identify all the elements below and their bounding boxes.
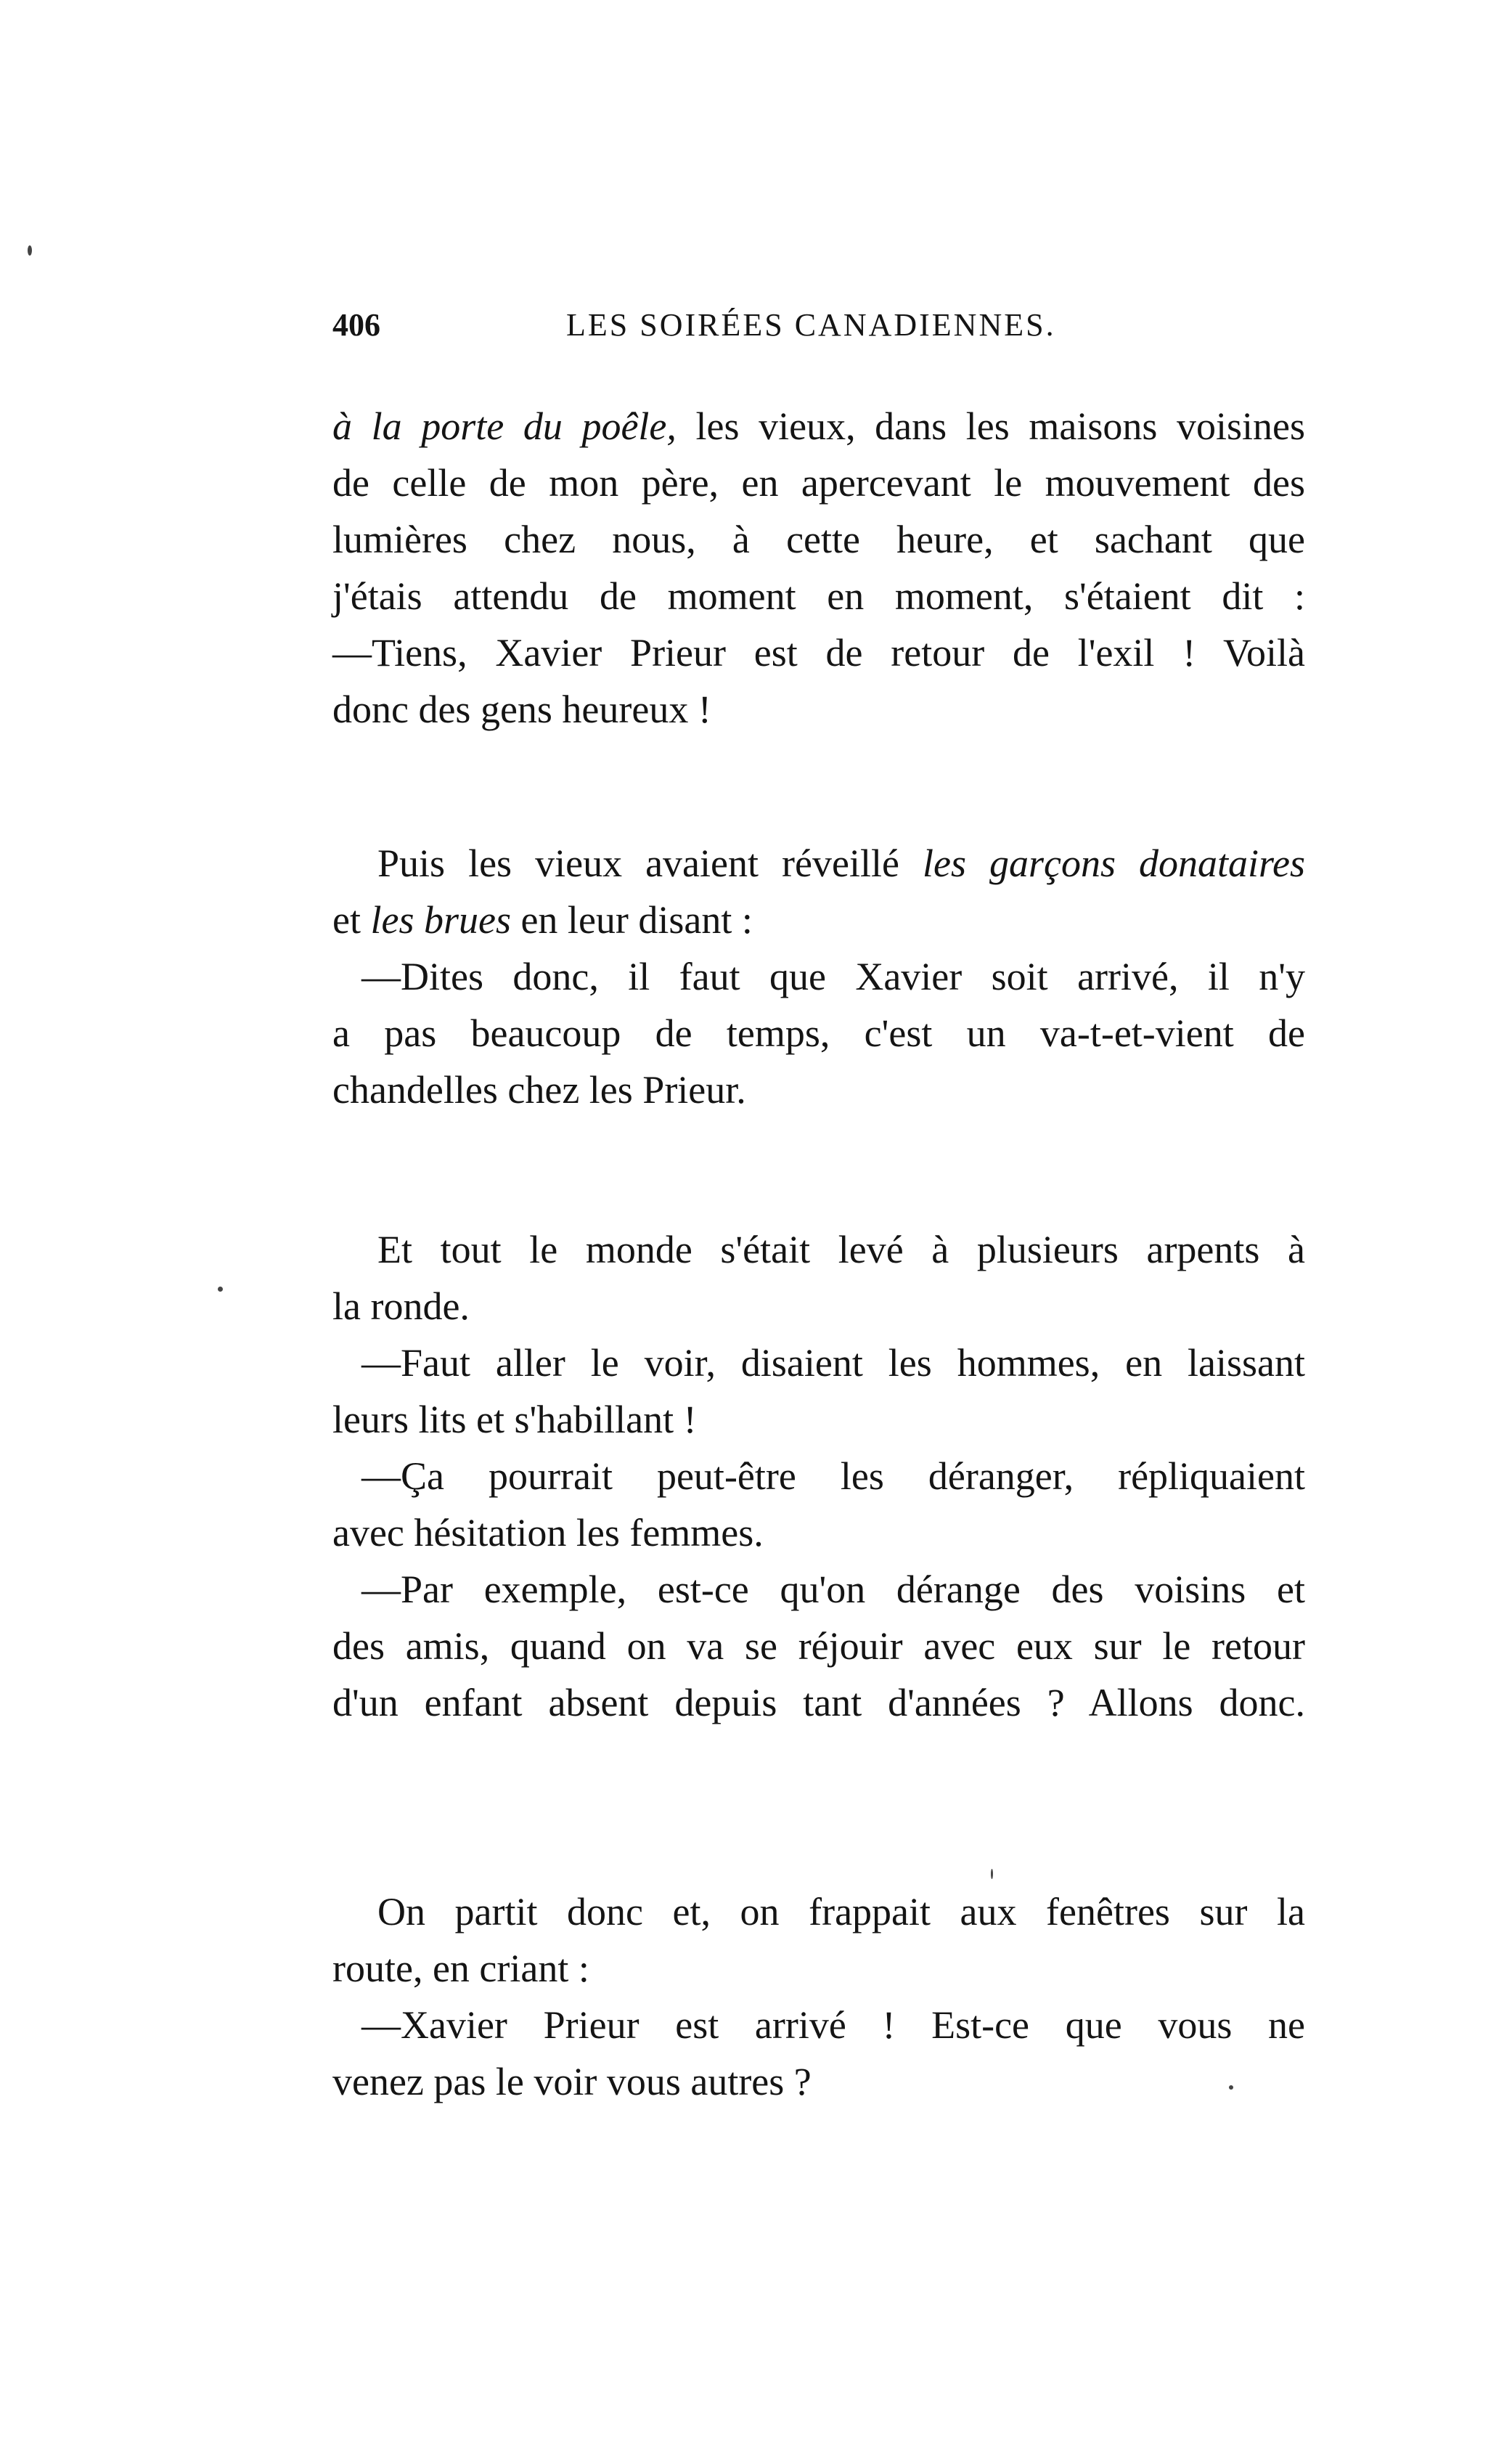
scan-speck: [991, 1869, 993, 1879]
text-line: des amis, quand on va se réjouir avec eux sur le retour: [332, 1624, 1305, 1668]
text-line: Puis les vieux avaient réveillé les garçons donataires: [377, 842, 1306, 885]
text-line: leurs lits et s'habillant !: [332, 1398, 697, 1441]
text-line: chandelles chez les Prieur.: [332, 1068, 746, 1112]
scan-speck: [28, 245, 32, 256]
text-line: a pas beaucoup de temps, c'est un va-t-et-vient de: [332, 1011, 1305, 1055]
text-line: —Dites donc, il faut que Xavier soit arrivé, il n'y: [361, 955, 1305, 998]
text-line: à la porte du poêle, les vieux, dans les maisons voisines: [332, 404, 1305, 448]
text-line: lumières chez nous, à cette heure, et sachant que: [332, 518, 1305, 561]
page-header: [332, 306, 1305, 350]
scan-speck: [1229, 2085, 1233, 2090]
text-line: On partit donc et, on frappait aux fenêtres sur la: [377, 1890, 1305, 1933]
scan-speck: [218, 1287, 223, 1292]
text-line: —Ça pourrait peut-être les déranger, répliquaient: [361, 1454, 1305, 1498]
text-line: —Par exemple, est-ce qu'on dérange des voisins et: [361, 1568, 1305, 1611]
page-number: 406: [332, 307, 380, 343]
text-line: de celle de mon père, en apercevant le mouvement des: [332, 461, 1305, 505]
running-title: LES SOIRÉES CANADIENNES.: [566, 307, 1056, 343]
text-line: route, en criant :: [332, 1947, 589, 1990]
text-line: Et tout le monde s'était levé à plusieurs arpents à: [377, 1228, 1305, 1271]
text-line: et les brues en leur disant :: [332, 898, 753, 942]
text-line: —Faut aller le voir, disaient les hommes, en laissant: [361, 1341, 1305, 1385]
text-line: d'un enfant absent depuis tant d'années ? Allons donc.: [332, 1681, 1305, 1724]
text-line: —Xavier Prieur est arrivé ! Est-ce que vous ne: [361, 2003, 1305, 2047]
text-line: j'étais attendu de moment en moment, s'étaient dit :: [332, 574, 1305, 618]
text-line: donc des gens heureux !: [332, 688, 711, 731]
text-line: la ronde.: [332, 1284, 470, 1328]
text-line: avec hésitation les femmes.: [332, 1511, 764, 1554]
text-line: —Tiens, Xavier Prieur est de retour de l'exil ! Voilà: [332, 631, 1305, 675]
text-line: venez pas le voir vous autres ?: [332, 2060, 812, 2103]
